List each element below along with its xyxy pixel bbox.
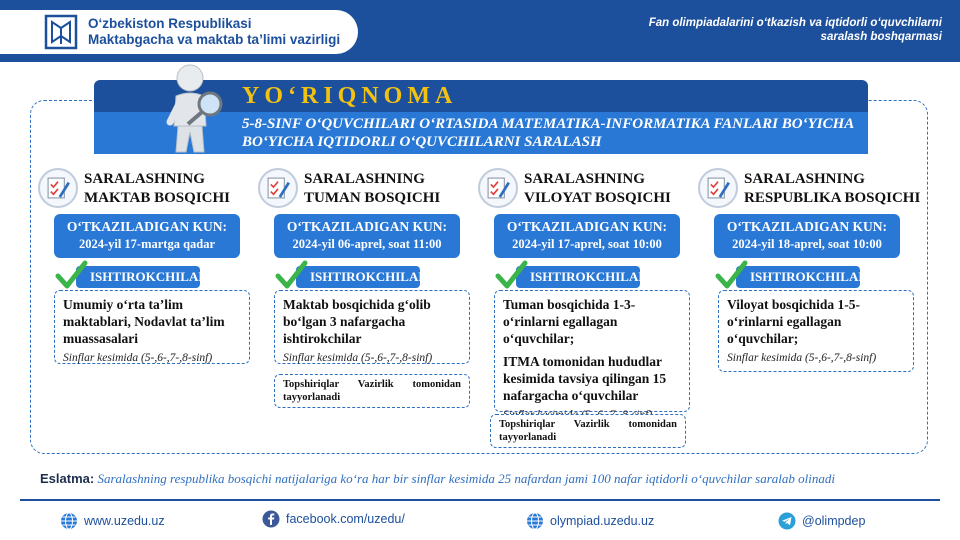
footer-olympiad[interactable] (526, 512, 654, 530)
participants-label: ISHTIROKCHILAR: (736, 266, 860, 288)
stage-title (744, 170, 920, 208)
participants-header (274, 264, 433, 290)
green-check-icon (54, 260, 88, 290)
participants-label: ISHTIROKCHILAR: (76, 266, 200, 288)
book-logo-icon (44, 12, 78, 52)
stage-title (304, 170, 440, 208)
date-value: 2024-yil 06-aprel, soat 11:00 (292, 237, 442, 251)
ministry-block (0, 10, 358, 54)
ministry-line-1: O‘zbekiston Respublikasi (88, 16, 252, 31)
facebook-icon (262, 510, 280, 528)
stage-title (84, 170, 230, 208)
participants-description (718, 290, 914, 372)
date-box (274, 214, 460, 258)
description-text: Umumiy o‘rta ta’lim maktablari, Nodavlat ta’lim muassasalari (63, 297, 225, 346)
class-note: Sinflar kesimida (5-,6-,7-,8-sinf) (283, 352, 433, 364)
green-check-icon (274, 260, 308, 290)
globe-icon (526, 512, 544, 530)
date-label: O‘TKAZILADIGAN KUN: (286, 219, 448, 234)
stage-title-line-2: MAKTAB BOSQICHI (84, 190, 230, 206)
description-text-2: ITMA tomonidan hududlar kesimida tavsiya qilingan 15 nafargacha o‘quvchilar (503, 354, 667, 403)
stage-title-line-1: SARALASHNING (524, 171, 645, 187)
page-title: YO‘RIQNOMA (242, 83, 458, 109)
participants-header (714, 264, 873, 290)
telegram-icon (778, 512, 796, 530)
ministry-name (88, 16, 340, 48)
class-note: Sinflar kesimida (5-,6-,7-,8-sinf) (727, 352, 877, 364)
stage-title-line-2: RESPUBLIKA BOSQICHI (744, 190, 921, 206)
globe-icon (60, 512, 78, 530)
participants-label: ISHTIROKCHILAR: (516, 266, 640, 288)
stage-title-line-1: SARALASHNING (84, 171, 205, 187)
stage-title-line-2: VILOYAT BOSQICHI (524, 190, 671, 206)
date-label: O‘TKAZILADIGAN KUN: (726, 219, 888, 234)
date-label: O‘TKAZILADIGAN KUN: (506, 219, 668, 234)
description-text: Viloyat bosqichida 1-5-o‘rinlarni egallagan o‘quvchilar; (727, 297, 861, 346)
subtitle-line-2: BO‘YICHA IQTIDORLI O‘QUVCHILARNI SARALASH (242, 134, 602, 150)
header-bar (0, 0, 960, 62)
magnifier-person-icon (150, 62, 230, 158)
checklist-pen-icon (258, 168, 298, 208)
footer-facebook[interactable] (262, 510, 405, 528)
participants-header (54, 264, 213, 290)
page-subtitle (242, 115, 854, 151)
participants-description (274, 290, 470, 364)
tasks-note: Topshiriqlar Vazirlik tomonidan tayyorlanadi (274, 374, 470, 408)
footer-website[interactable] (60, 512, 165, 530)
olympiad-link[interactable]: olympiad.uzedu.uz (550, 514, 655, 528)
checklist-pen-icon (478, 168, 518, 208)
department-line-1: Fan olimpiadalarini o‘tkazish va iqtidorli o‘quvchilarni (648, 17, 942, 29)
stage-title-line-2: TUMAN BOSQICHI (304, 190, 441, 206)
description-text: Maktab bosqichida g‘olib bo‘lgan 3 nafargacha ishtirokchilar (283, 297, 431, 346)
department-name (649, 16, 942, 44)
green-check-icon (494, 260, 528, 290)
date-box (494, 214, 680, 258)
note-label: Eslatma: (40, 471, 95, 486)
ministry-line-2: Maktabgacha va maktab ta’limi vazirligi (88, 32, 341, 47)
participants-header (494, 264, 653, 290)
facebook-link[interactable]: facebook.com/uzedu/ (286, 512, 405, 526)
website-link[interactable]: www.uzedu.uz (84, 514, 165, 528)
date-value: 2024-yil 18-aprel, soat 10:00 (732, 237, 882, 251)
date-box (714, 214, 900, 258)
green-check-icon (714, 260, 748, 290)
checklist-pen-icon (698, 168, 738, 208)
note-line (40, 471, 835, 487)
stage-title (524, 170, 671, 208)
date-value: 2024-yil 17-martga qadar (78, 237, 216, 251)
participants-description (54, 290, 250, 364)
department-line-2: saralash boshqarmasi (820, 31, 942, 43)
checklist-pen-icon (38, 168, 78, 208)
note-text: Saralashning respublika bosqichi natijalariga ko‘ra har bir sinflar kesimida 25 nafardan jami 100 nafar iqtidorli o‘quvchilar saralab olinadi (97, 471, 835, 486)
description-text: Tuman bosqichida 1-3-o‘rinlarni egallagan o‘quvchilar; (503, 297, 636, 346)
subtitle-line-1: 5-8-SINF O‘QUVCHILARI O‘RTASIDA MATEMATIKA-INFORMATIKA FANLARI BO‘YICHA (242, 116, 855, 132)
footer-divider (20, 499, 940, 501)
stage-title-line-1: SARALASHNING (304, 171, 425, 187)
footer-telegram[interactable] (778, 512, 865, 530)
stage-title-line-1: SARALASHNING (744, 171, 865, 187)
date-label: O‘TKAZILADIGAN KUN: (66, 219, 228, 234)
class-note: Sinflar kesimida (5-,6-,7-,8-sinf) (63, 352, 213, 364)
participants-label: ISHTIROKCHILAR: (296, 266, 420, 288)
tasks-note: Topshiriqlar Vazirlik tomonidan tayyorlanadi (490, 414, 686, 448)
telegram-handle[interactable]: @olimpdep (802, 514, 866, 528)
participants-description (494, 290, 690, 412)
date-box (54, 214, 240, 258)
date-value: 2024-yil 17-aprel, soat 10:00 (512, 237, 662, 251)
